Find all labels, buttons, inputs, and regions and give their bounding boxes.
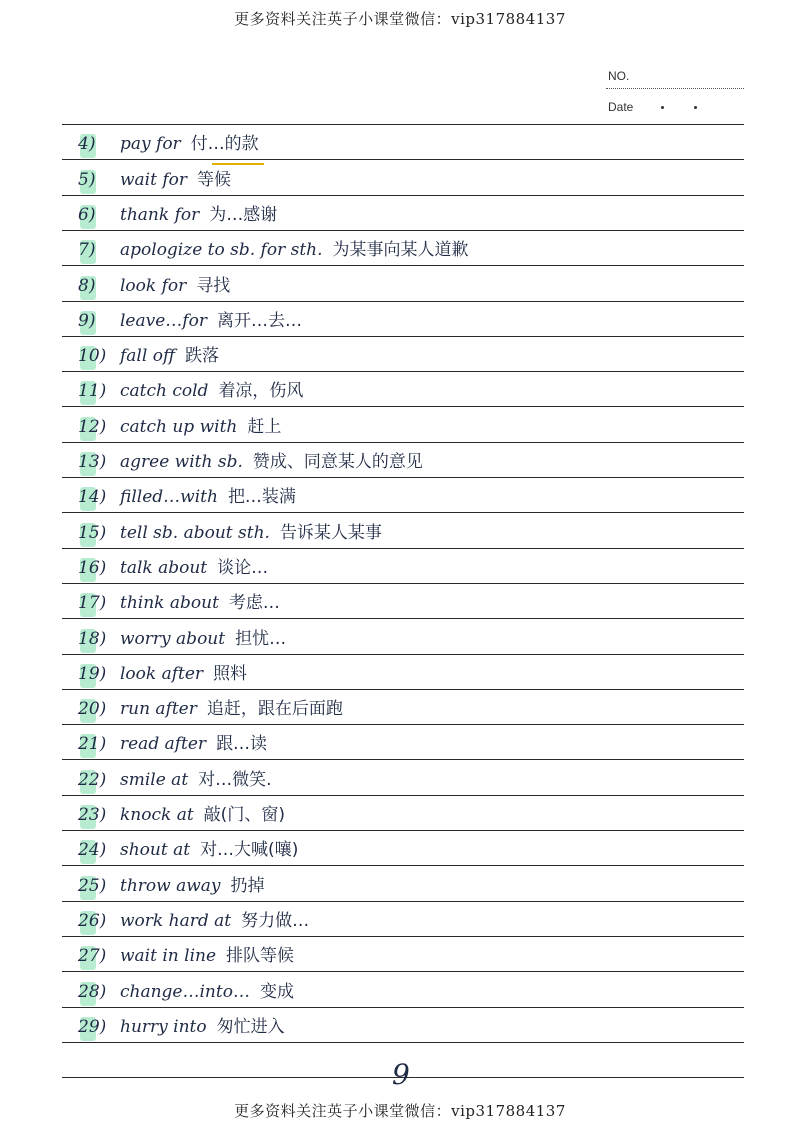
chinese-meaning: 付…的款 xyxy=(190,134,259,155)
entry-number: 18) xyxy=(78,628,107,649)
entry-number: 27) xyxy=(78,946,107,967)
entry-number: 12) xyxy=(78,416,107,437)
phrase-entry xyxy=(78,906,309,936)
entry-number: 14) xyxy=(78,487,107,508)
entry-number: 7) xyxy=(78,240,96,261)
english-phrase: leave…for xyxy=(120,310,207,331)
phrase-entry xyxy=(78,482,296,512)
chinese-meaning: 跌落 xyxy=(184,346,219,367)
ruled-line xyxy=(62,406,744,407)
ruled-line xyxy=(62,759,744,760)
ruled-line xyxy=(62,336,744,337)
entry-number: 19) xyxy=(78,663,107,684)
entry-number: 10) xyxy=(78,346,107,367)
ruled-line xyxy=(62,512,744,513)
entry-number: 9) xyxy=(78,310,96,331)
chinese-meaning: 扔掉 xyxy=(230,875,265,896)
date-dot xyxy=(694,106,697,109)
ruled-line xyxy=(62,195,744,196)
entry-number: 6) xyxy=(78,204,96,225)
english-phrase: fall off xyxy=(120,346,175,367)
entry-number: 5) xyxy=(78,169,96,190)
english-phrase: thank for xyxy=(120,204,200,225)
entry-number: 25) xyxy=(78,875,107,896)
entry-number: 17) xyxy=(78,593,107,614)
english-phrase: look after xyxy=(120,663,204,684)
watermark-bottom: 更多资料关注英子小课堂微信：vip317884137 xyxy=(234,1102,566,1120)
ruled-line xyxy=(62,230,744,231)
english-phrase: think about xyxy=(120,593,219,614)
english-phrase: shout at xyxy=(120,840,191,861)
phrase-entry xyxy=(78,1012,285,1042)
ruled-line xyxy=(62,583,744,584)
phrase-entry xyxy=(78,235,469,265)
ruled-line xyxy=(62,618,744,619)
notebook-date-label: Date xyxy=(608,100,634,114)
english-phrase: agree with sb. xyxy=(120,452,243,472)
phrase-entry xyxy=(78,835,298,865)
english-phrase: tell sb. about sth. xyxy=(120,522,270,543)
chinese-meaning: 对…大喊(嚷) xyxy=(200,840,299,861)
ruled-line xyxy=(62,724,744,725)
chinese-meaning: 努力做… xyxy=(241,910,310,931)
chinese-meaning: 考虑… xyxy=(228,593,280,614)
english-phrase: knock at xyxy=(120,805,194,825)
ruled-line xyxy=(62,124,744,125)
ruled-line xyxy=(62,159,744,160)
ruled-line xyxy=(62,1042,744,1043)
ruled-line xyxy=(62,1007,744,1008)
entry-number: 21) xyxy=(78,734,107,755)
date-dot xyxy=(661,106,664,109)
chinese-meaning: 等候 xyxy=(197,169,232,190)
english-phrase: filled…with xyxy=(120,487,218,508)
chinese-meaning: 告诉某人某事 xyxy=(279,522,382,543)
chinese-meaning: 赶上 xyxy=(247,416,282,437)
phrase-entry xyxy=(78,165,231,195)
phrase-entry xyxy=(78,518,382,548)
entry-number: 29) xyxy=(78,1016,107,1037)
english-phrase: smile at xyxy=(120,769,189,790)
ruled-line xyxy=(62,477,744,478)
english-phrase: wait for xyxy=(120,169,188,190)
phrase-entry xyxy=(78,306,302,336)
ruled-line xyxy=(62,548,744,549)
phrase-entry xyxy=(78,447,423,477)
phrase-entry xyxy=(78,800,285,830)
ruled-line xyxy=(62,654,744,655)
header-dotted-divider xyxy=(606,88,744,89)
chinese-meaning: 担忧… xyxy=(235,628,287,649)
chinese-meaning: 寻找 xyxy=(196,275,231,296)
chinese-meaning: 匆忙进入 xyxy=(216,1016,285,1037)
english-phrase: change…into… xyxy=(120,981,250,1002)
page-number: 9 xyxy=(392,1058,410,1091)
chinese-meaning: 着凉，伤风 xyxy=(218,381,304,402)
chinese-meaning: 为某事向某人道歉 xyxy=(332,240,469,261)
english-phrase: hurry into xyxy=(120,1016,207,1037)
ruled-line xyxy=(62,265,744,266)
entry-number: 15) xyxy=(78,522,107,543)
english-phrase: pay for xyxy=(120,134,181,155)
yellow-underline-mark xyxy=(212,163,264,165)
phrase-entry xyxy=(78,341,219,371)
ruled-line xyxy=(62,901,744,902)
chinese-meaning: 谈论… xyxy=(217,557,269,578)
english-phrase: talk about xyxy=(120,557,208,578)
ruled-line xyxy=(62,936,744,937)
entry-number: 26) xyxy=(78,910,107,931)
entry-number: 13) xyxy=(78,452,107,472)
english-phrase: read after xyxy=(120,734,207,755)
chinese-meaning: 赞成、同意某人的意见 xyxy=(252,452,423,472)
english-phrase: run after xyxy=(120,699,197,720)
notebook-no-label: NO. xyxy=(608,69,630,83)
ruled-line xyxy=(62,795,744,796)
phrase-entry xyxy=(78,271,230,301)
entry-number: 23) xyxy=(78,805,107,825)
ruled-line xyxy=(62,971,744,972)
phrase-entry xyxy=(78,694,343,724)
english-phrase: look for xyxy=(120,275,187,296)
chinese-meaning: 照料 xyxy=(213,663,248,684)
chinese-meaning: 变成 xyxy=(259,981,294,1002)
phrase-entry xyxy=(78,729,267,759)
chinese-meaning: 离开…去… xyxy=(216,310,302,331)
entry-number: 20) xyxy=(78,699,107,720)
phrase-entry xyxy=(78,376,303,406)
phrase-entry xyxy=(78,941,294,971)
english-phrase: catch cold xyxy=(120,381,209,402)
entry-number: 28) xyxy=(78,981,107,1002)
phrase-entry xyxy=(78,871,265,901)
chinese-meaning: 把…装满 xyxy=(227,487,296,508)
english-phrase: work hard at xyxy=(120,910,232,931)
phrase-entry xyxy=(78,129,259,159)
entry-number: 22) xyxy=(78,769,107,790)
phrase-entry xyxy=(78,659,247,689)
english-phrase: wait in line xyxy=(120,946,217,967)
entry-number: 24) xyxy=(78,840,107,861)
ruled-line xyxy=(62,442,744,443)
english-phrase: catch up with xyxy=(120,416,238,437)
phrase-entry xyxy=(78,412,281,442)
phrase-entry xyxy=(78,624,286,654)
phrase-entry xyxy=(78,588,280,618)
entry-number: 8) xyxy=(78,275,96,296)
chinese-meaning: 敲(门、窗) xyxy=(203,805,285,825)
chinese-meaning: 为…感谢 xyxy=(209,204,278,225)
phrase-entry xyxy=(78,977,294,1007)
ruled-line xyxy=(62,865,744,866)
ruled-line xyxy=(62,830,744,831)
ruled-line xyxy=(62,301,744,302)
entry-number: 11) xyxy=(78,381,107,402)
entry-number: 4) xyxy=(78,134,96,155)
chinese-meaning: 对…微笑. xyxy=(198,769,272,790)
ruled-line xyxy=(62,371,744,372)
chinese-meaning: 跟…读 xyxy=(216,734,268,755)
ruled-line xyxy=(62,689,744,690)
english-phrase: throw away xyxy=(120,875,221,896)
chinese-meaning: 追赶，跟在后面跑 xyxy=(206,699,343,720)
english-phrase: apologize to sb. for sth. xyxy=(120,240,323,261)
watermark-top: 更多资料关注英子小课堂微信：vip317884137 xyxy=(234,10,566,28)
entry-number: 16) xyxy=(78,557,107,578)
phrase-entry xyxy=(78,553,268,583)
phrase-entry xyxy=(78,765,272,795)
phrase-entry xyxy=(78,200,277,230)
chinese-meaning: 排队等候 xyxy=(226,946,295,967)
english-phrase: worry about xyxy=(120,628,226,649)
